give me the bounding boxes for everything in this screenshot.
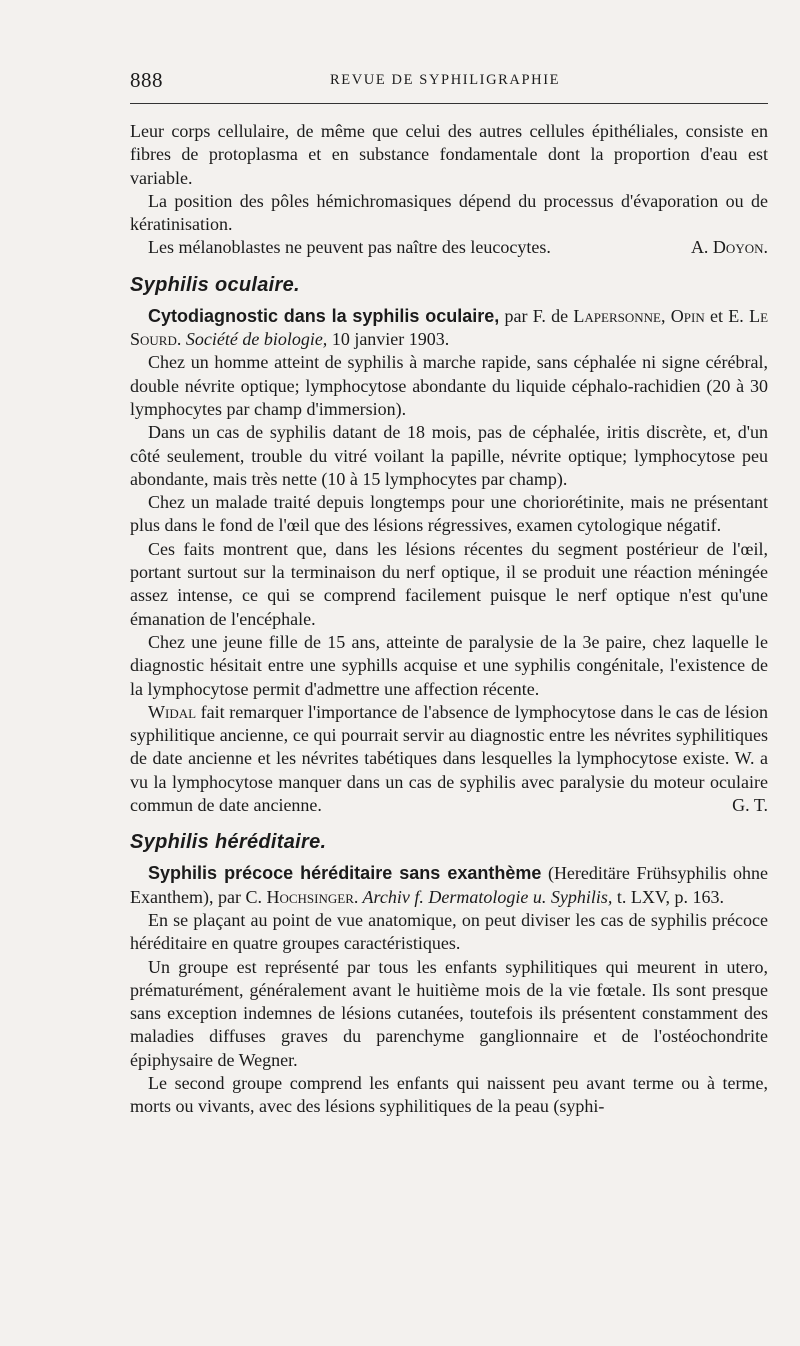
author-name: Hochsinger. [266,886,359,907]
journal-name: Archiv f. Dermatologie u. Syphilis, [358,886,613,907]
paragraph: Widal fait remarquer l'importance de l'absence de lymphocytose dans le cas de lésion syphilitique ancienne, ce qui pourrait servir au diagnostic entre les névrites syphilitiques de date ancienne et les névrites tabétiques dans lesquelles la lymphocytose existe. W. a vu la lymphocytose manquer dans un cas de syphilis avec paralysie du moteur oculaire commun de date ancienne. G. T. [130,701,768,817]
author-name: Widal [148,701,197,722]
author-name: Le Sourd. [130,305,769,350]
signature: A. Doyon. [690,237,768,258]
page-body [130,120,768,1119]
article-title: Cytodiagnostic dans la syphilis oculaire, [148,305,500,326]
article-reference: Syphilis précoce héréditaire sans exanthème (Hereditäre Frühsyphilis ohne Exanthem), par C. Hochsinger. Archiv f. Dermatologie u. Syphilis, t. LXV, p. 163. [130,863,768,907]
author-name: Lapersonne, [573,305,666,326]
article-title: Syphilis précoce héréditaire sans exanthème [148,863,542,884]
paragraph: Leur corps cellulaire, de même que celui des autres cellules épithéliales, consiste en fibres de protoplasma et en substance fondamentale dont la proportion d'eau est variable. [130,121,768,188]
article-reference: Cytodiagnostic dans la syphilis oculaire, par F. de Lapersonne, Opin et E. Le Sourd. Société de biologie, 10 janvier 1903. [130,305,769,350]
paragraph: Le second groupe comprend les enfants qui naissent peu avant terme ou à terme, morts ou vivants, avec des lésions syphilitiques de la peau (syphi- [130,1072,768,1117]
header-rule [130,103,768,104]
section-heading: Syphilis oculaire. [130,273,300,296]
signature: G. T. [732,795,768,816]
journal-title: REVUE DE SYPHILIGRAPHIE [330,72,561,88]
section-heading: Syphilis héréditaire. [130,831,327,854]
paragraph: En se plaçant au point de vue anatomique, on peut diviser les cas de syphilis précoce héréditaire en quatre groupes caractéristiques. [130,909,768,954]
journal-name: Société de biologie, [185,329,328,350]
paragraph: Les mélanoblastes ne peuvent pas naître des leucocytes. A. Doyon. [130,236,768,259]
paragraph: Dans un cas de syphilis datant de 18 mois, pas de céphalée, iritis discrète, et, d'un côté seulement, trouble du vitré voilant la papille, névrite optique; lymphocytose peu abondante, mais très nette (10 à 15 lymphocytes par champ). [130,422,768,489]
page-number: 888 [130,68,163,92]
paragraph: Chez un homme atteint de syphilis à marche rapide, sans céphalée ni signe cérébral, double névrite optique; lymphocytose abondante du liquide céphalo-rachidien (20 à 30 lymphocytes par champ d'immersion). [130,352,768,419]
paragraph: La position des pôles hémichromasiques dépend du processus d'évaporation ou de kératinisation. [130,190,768,235]
paragraph: Ces faits montrent que, dans les lésions récentes du segment postérieur de l'œil, portant surtout sur la terminaison du nerf optique, il se produit une réaction méningée assez intense, ce qui se comprend facilement puisque le nerf optique n'est qu'une émanation de l'encéphale. [130,538,768,629]
running-head [130,68,770,94]
paragraph: Un groupe est représenté par tous les enfants syphilitiques qui meurent in utero, prématurément, généralement avant le huitième mois de la vie fœtale. Ils sont presque sans exception indemnes de lésions cutanées, toutefois ils présentent constamment des maladies diffuses graves du parenchyme ganglionnaire et de l'ostéochondrite épiphysaire de Wegner. [130,956,768,1070]
author-name: Opin [670,305,705,326]
paragraph: Chez un malade traité depuis longtemps pour une choriorétinite, mais ne présentant plus dans le fond de l'œil que des lésions régressives, examen cytologique négatif. [130,492,768,536]
paragraph: Chez une jeune fille de 15 ans, atteinte de paralysie de la 3e paire, chez laquelle le diagnostic hésitait entre une syphills acquise et une syphilis congénitale, l'existence de la lymphocytose permit d'admettre une affection récente. [130,631,768,699]
